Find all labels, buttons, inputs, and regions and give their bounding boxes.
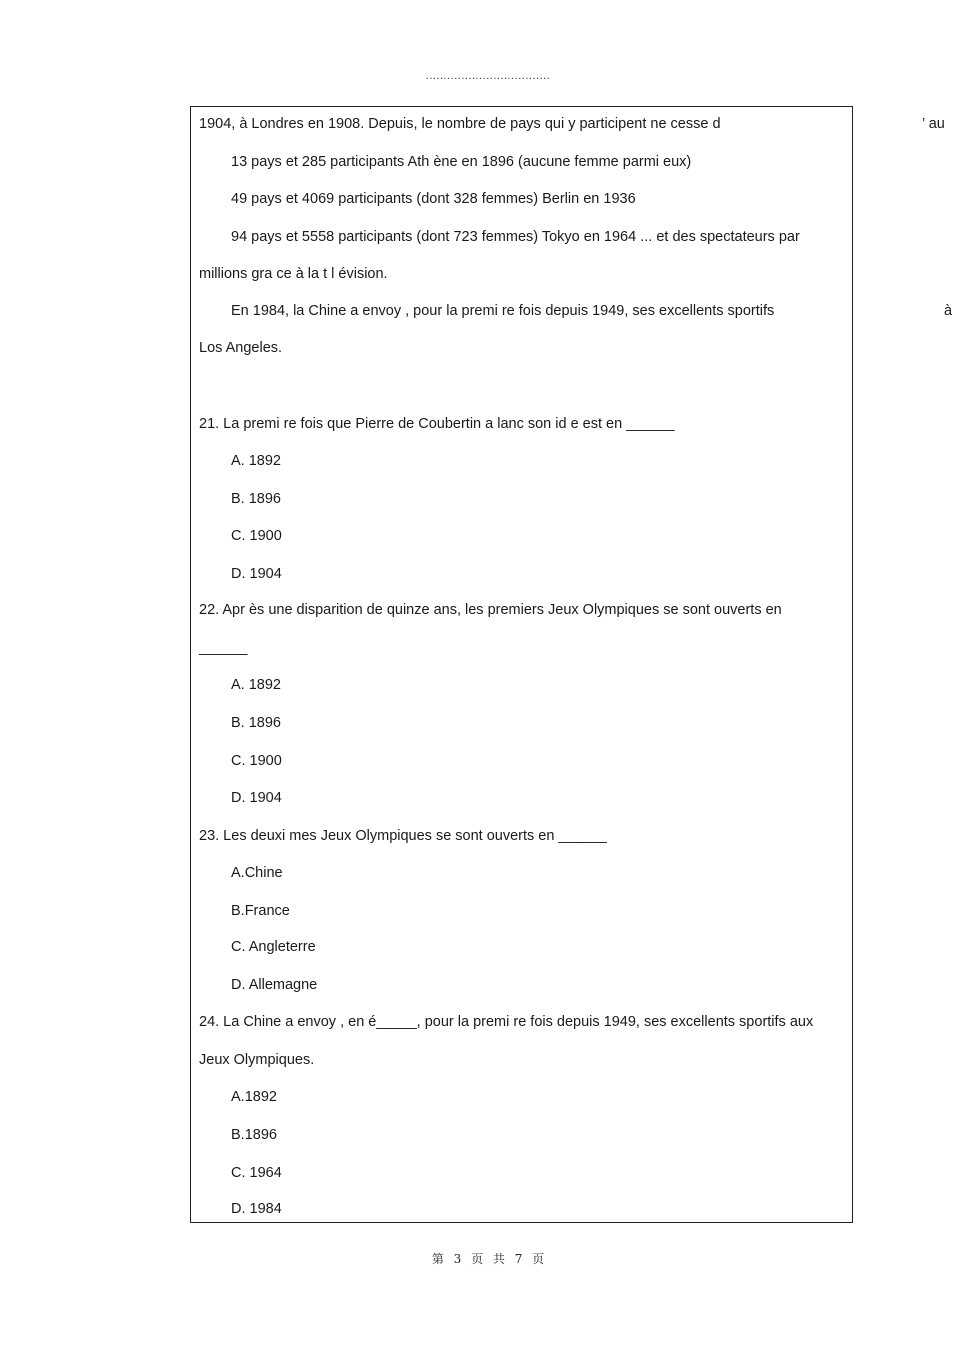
passage-line-1: 1904, à Londres en 1908. Depuis, le nombre de pays qui y participent ne cesse d	[199, 116, 721, 132]
question-23-option-d: D. Allemagne	[231, 977, 318, 993]
passage-stat-3: 94 pays et 5558 participants (dont 723 femmes) Tokyo en 1964 ... et des spectateurs par	[231, 229, 800, 245]
passage-china-continued: Los Angeles.	[199, 340, 283, 356]
question-24-option-c: C. 1964	[231, 1165, 282, 1181]
question-24-stem: 24. La Chine a envoy , en é_____, pour la premi re fois depuis 1949, ses excellents sportifs aux	[199, 1014, 814, 1030]
question-21-option-d: D. 1904	[231, 566, 282, 582]
page-number-footer: 第 3 页 共 7 页	[431, 1252, 545, 1266]
question-23-option-b: B.France	[231, 903, 290, 919]
question-21-option-a: A. 1892	[231, 453, 281, 469]
question-23-option-a: A.Chine	[231, 865, 283, 881]
question-22-option-a: A. 1892	[231, 677, 281, 693]
question-24-option-a: A.1892	[231, 1089, 277, 1105]
question-21-option-c: C. 1900	[231, 528, 282, 544]
question-22-option-d: D. 1904	[231, 790, 282, 806]
question-22-stem: 22. Apr ès une disparition de quinze ans, les premiers Jeux Olympiques se sont ouverts en	[199, 602, 782, 618]
passage-line-1-tail: ’ au	[922, 116, 945, 132]
page-header-dots: ...................................	[425, 70, 551, 82]
question-22-option-c: C. 1900	[231, 753, 282, 769]
question-22-stem-continued: ______	[199, 640, 248, 656]
passage-china: En 1984, la Chine a envoy , pour la premi re fois depuis 1949, ses excellents sportifs	[231, 303, 775, 319]
passage-stat-1: 13 pays et 285 participants Ath ène en 1896 (aucune femme parmi eux)	[231, 154, 692, 170]
question-23-stem: 23. Les deuxi mes Jeux Olympiques se sont ouverts en ______	[199, 828, 607, 844]
passage-stat-2: 49 pays et 4069 participants (dont 328 femmes) Berlin en 1936	[231, 191, 636, 207]
question-23-option-c: C. Angleterre	[231, 939, 316, 955]
passage-china-tail: à	[944, 303, 953, 319]
question-24-stem-continued: Jeux Olympiques.	[199, 1052, 315, 1068]
question-21-option-b: B. 1896	[231, 491, 281, 507]
passage-stat-3-continued: millions gra ce à la t l évision.	[199, 266, 388, 282]
question-24-option-d: D. 1984	[231, 1201, 282, 1217]
question-24-option-b: B.1896	[231, 1127, 277, 1143]
question-22-option-b: B. 1896	[231, 715, 281, 731]
question-21-stem: 21. La premi re fois que Pierre de Coubertin a lanc son id e est en ______	[199, 416, 675, 432]
